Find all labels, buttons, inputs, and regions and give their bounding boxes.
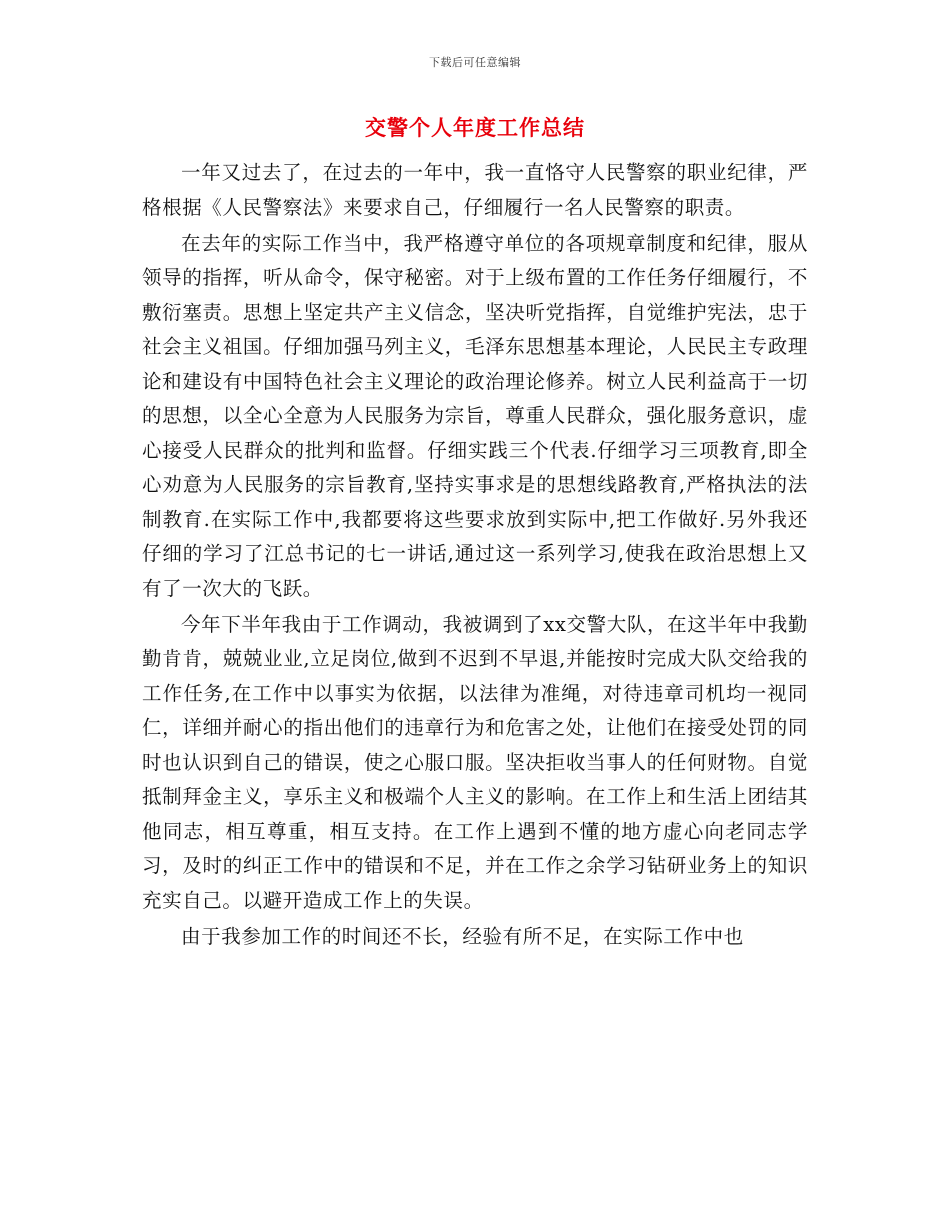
paragraph-1: 一年又过去了，在过去的一年中，我一直恪守人民警察的职业纪律，严格根据《人民警察法》来要求自己，仔细履行一名人民警察的职责。 <box>142 161 808 219</box>
paragraph-4: 由于我参加工作的时间还不长，经验有所不足，在实际工作中也 <box>181 924 744 948</box>
document-body <box>142 156 808 954</box>
paragraph-3: 今年下半年我由于工作调动，我被调到了xx交警大队，在这半年中我勤勤肯肯，兢兢业业,立足岗位,做到不迟到不早退,并能按时完成大队交给我的工作任务,在工作中以事实为依据，以法律为准绳，对待违章司机均一视同仁，详细并耐心的指出他们的违章行为和危害之处，让他们在接受处罚的同时也认识到自己的错误，使之心服口服。坚决拒收当事人的任何财物。自觉抵制拜金主义，享乐主义和极端个人主义的影响。在工作上和生活上团结其他同志，相互尊重，相互支持。在工作上遇到不懂的地方虚心向老同志学习，及时的纠正工作中的错误和不足，并在工作之余学习钻研业务上的知识充实自己。以避开造成工作上的失误。 <box>142 612 808 912</box>
document-title: 交警个人年度工作总结 <box>365 115 585 140</box>
paragraph-2: 在去年的实际工作当中，我严格遵守单位的各项规章制度和纪律，服从领导的指挥，听从命令，保守秘密。对于上级布置的工作任务仔细履行，不敷衍塞责。思想上坚定共产主义信念，坚决听党指挥，自觉维护宪法，忠于社会主义祖国。仔细加强马列主义，毛泽东思想基本理论，人民民主专政理论和建设有中国特色社会主义理论的政治理论修养。树立人民利益高于一切的思想，以全心全意为人民服务为宗旨，尊重人民群众，强化服务意识，虚心接受人民群众的批判和监督。仔细实践三个代表.仔细学习三项教育,即全心劝意为人民服务的宗旨教育,坚持实事求是的思想线路教育,严格执法的法制教育.在实际工作中,我都要将这些要求放到实际中,把工作做好.另外我还仔细的学习了江总书记的七一讲话,通过这一系列学习,使我在政治思想上又有了一次大的飞跃。 <box>142 231 808 600</box>
header-note: 下载后可任意编辑 <box>429 56 521 69</box>
